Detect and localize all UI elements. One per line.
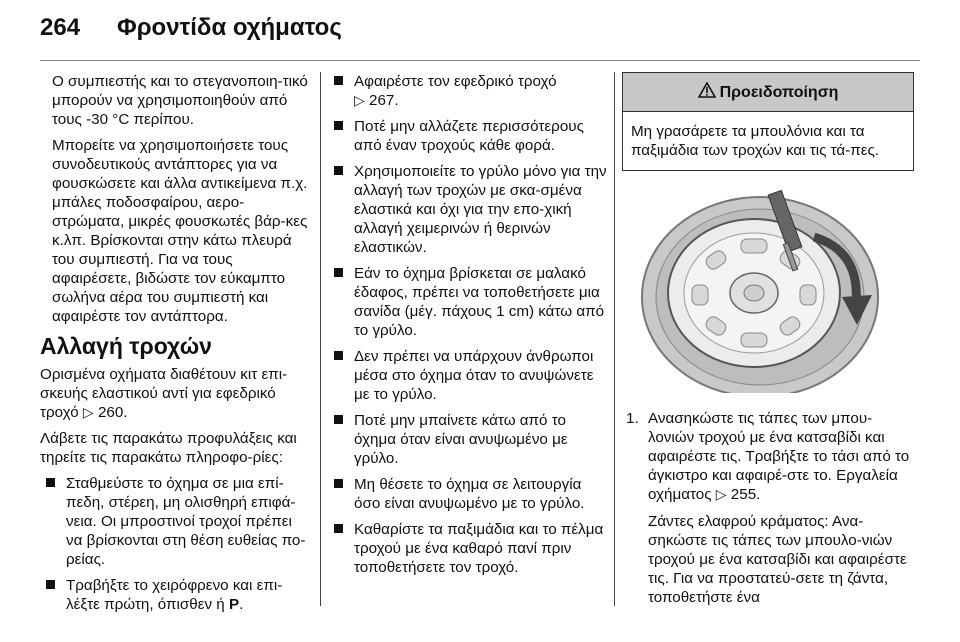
square-bullet-icon (334, 351, 343, 360)
list-item-text: Εάν το όχημα βρίσκεται σε μαλακό έδαφος, πρέπει να τοποθετήσετε μια σανίδα (μέγ. πάχους 1 cm) κάτω από το γρύλο. (354, 265, 605, 339)
warning-title: Προειδοποίηση (719, 83, 839, 101)
page-header (0, 0, 960, 64)
square-bullet-icon (334, 479, 343, 488)
page-reference[interactable]: 255. (730, 486, 761, 503)
list-item-text: Αφαιρέστε τον εφεδρικό τροχό (354, 73, 557, 90)
list-item (332, 475, 608, 513)
paragraph-text: Ορισμένα οχήματα διαθέτουν κιτ επι-σκευής ελαστικού αντί για εφεδρικό τροχό (40, 366, 288, 421)
warning-text: Μη γρασάρετε τα μπουλόνια και τα παξιμάδια των τροχών και τις τά-πες. (631, 123, 880, 159)
column-2 (332, 72, 608, 584)
wheel-cover-removal-illustration (628, 185, 908, 393)
list-item-text: Δεν πρέπει να υπάρχουν άνθρωποι μέσα στο όχημα όταν το ανυψώνετε με το γρύλο. (354, 348, 594, 403)
square-bullet-icon (46, 478, 55, 487)
list-item-text: Μη θέσετε το όχημα σε λειτουργία όσο είναι ανυψωμένο με το γρύλο. (354, 476, 585, 512)
list-item-text: Ποτέ μην μπαίνετε κάτω από το όχημα όταν είναι ανυψωμένο με γρύλο. (354, 412, 568, 467)
running-title: Φροντίδα οχήματος (117, 14, 342, 41)
list-item-text: Τραβήξτε το χειρόφρενο και επι-λέξτε πρώτη, όπισθεν ή (66, 577, 283, 613)
square-bullet-icon (334, 121, 343, 130)
list-item-text: Καθαρίστε τα παξιμάδια και το πέλμα τροχού με ένα καθαρό πανί πριν τοποθετήσετε τον τροχό. (354, 521, 604, 576)
page-reference[interactable]: 267. (369, 92, 399, 109)
list-item (40, 474, 308, 569)
square-bullet-icon (334, 268, 343, 277)
paragraph (40, 365, 308, 422)
column-1 (40, 72, 308, 621)
bullet-list (332, 72, 608, 577)
warning-triangle-icon (698, 82, 716, 103)
section-heading: Αλλαγή τροχών (40, 333, 212, 359)
gear-letter: P (228, 596, 240, 613)
step-number: 1. (626, 410, 639, 427)
paragraph: Λάβετε τις παρακάτω προφυλάξεις και τηρείτε τις παρακάτω πληροφο-ρίες: (40, 430, 297, 466)
list-item (332, 520, 608, 577)
list-item (332, 264, 608, 340)
list-item-text: Σταθμεύστε το όχημα σε μια επί-πεδη, στέρεη, μη ολισθηρή επιφά-νεια. Οι μπροστινοί τροχοί πρέπει να βρίσκονται στη θέση ευθείας πο-ρείας. (66, 475, 306, 568)
list-item-end: . (239, 596, 244, 613)
list-item (332, 117, 608, 155)
page-number: 264 (40, 14, 81, 41)
column-divider (320, 72, 321, 606)
step-text: Ανασηκώστε τις τάπες των μπου-λονιών τροχού με ένα κατσαβίδι και αφαιρέστε τις. Τραβήξτε το τάσι από το άγκιστρο και αφαιρέ-στε το. Εργαλεία οχήματος (648, 410, 910, 503)
list-item (332, 411, 608, 468)
column-3 (622, 72, 914, 614)
list-item (40, 576, 308, 614)
numbered-steps (622, 409, 914, 607)
step-item (622, 409, 914, 607)
step-paragraph: Ζάντες ελαφρού κράματος: Ανα-σηκώστε τις τάπες των μπουλο-νιών τροχού με ένα κατσαβίδι και αφαιρέστε τις. Για να προστατεύ-σετε τη ζάντα, τοποθετήστε ένα (648, 513, 907, 606)
paragraph: Ο συμπιεστής και το στεγανοποιη-τικό μπορούν να χρησιμοποιηθούν από τους -30 °C περίπου. (52, 73, 308, 128)
bullet-list (40, 474, 308, 614)
square-bullet-icon (334, 415, 343, 424)
list-item-text: Χρησιμοποιείτε το γρύλο μόνο για την αλλαγή των τροχών με σκα-σμένα ελαστικά και όχι για την επο-χική αλλαγή χειμερινών ή θερινών ελαστικών. (354, 163, 607, 256)
arrow-right-outline-icon: ▷ (82, 404, 94, 420)
square-bullet-icon (334, 524, 343, 533)
arrow-right-outline-icon: ▷ (354, 92, 365, 108)
square-bullet-icon (334, 166, 343, 175)
header-rule (40, 60, 920, 61)
paragraph: Μπορείτε να χρησιμοποιήσετε τους συνοδευτικούς αντάπτορες για να φουσκώσετε και άλλα αντικείμενα π.χ. μπάλες ποδοσφαίρου, αερο-στρώματα, μικρές φουσκωτές βάρ-κες κ.λπ. Βρίσκονται στην κάτω πλευρά του συμπιεστή. Για να τους αφαιρέσετε, βιδώστε τον εύκαμπτο σωλήνα αέρα του συμπιεστή και αφαιρέστε τον αντάπτορα. (52, 137, 308, 325)
list-item (332, 72, 608, 110)
column-divider (614, 72, 615, 606)
list-item-text: Ποτέ μην αλλάζετε περισσότερους από έναν τροχούς κάθε φορά. (354, 118, 584, 154)
list-item (332, 162, 608, 257)
page-reference[interactable]: 260. (97, 404, 128, 421)
warning-header (623, 73, 913, 112)
step-paragraph (648, 409, 914, 504)
list-item (332, 347, 608, 404)
warning-box (622, 72, 914, 171)
arrow-right-outline-icon: ▷ (715, 486, 727, 502)
square-bullet-icon (46, 580, 55, 589)
square-bullet-icon (334, 76, 343, 85)
